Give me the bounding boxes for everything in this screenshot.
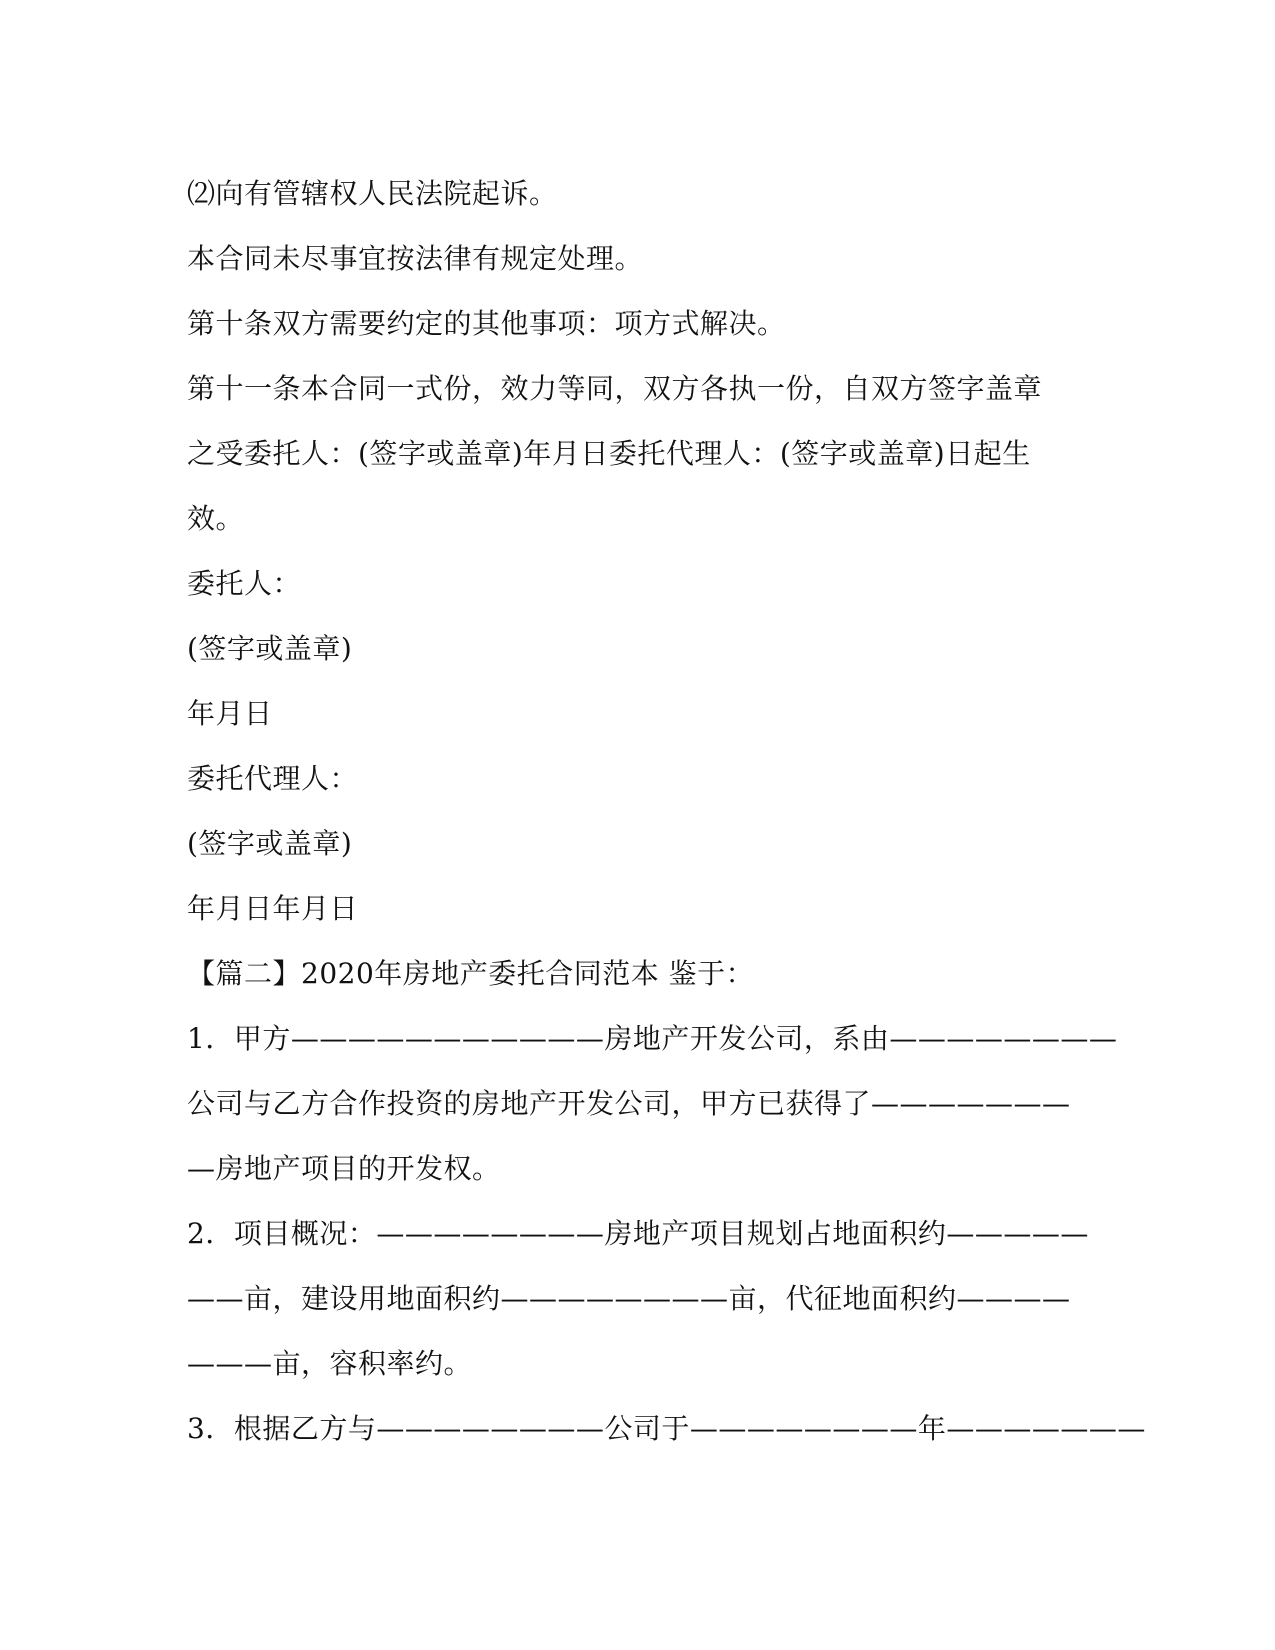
- text-line: (签字或盖章): [187, 827, 353, 860]
- section-heading: 【篇二】2020年房地产委托合同范本 鉴于：: [187, 957, 755, 990]
- text-line: ——亩，建设用地面积约————————亩，代征地面积约————: [187, 1282, 1071, 1315]
- text-line: ———亩，容积率约。: [187, 1347, 473, 1380]
- text-line: 本合同未尽事宜按法律有规定处理。: [187, 242, 644, 275]
- text-line: 公司与乙方合作投资的房地产开发公司，甲方已获得了———————: [187, 1087, 1071, 1120]
- text-line: 3．根据乙方与————————公司于————————年———————: [187, 1412, 1146, 1445]
- text-line: 委托代理人：: [187, 762, 359, 795]
- text-line: ⑵向有管辖权人民法院起诉。: [187, 177, 558, 210]
- text-line: 年月日: [187, 697, 273, 730]
- text-line: 委托人：: [187, 567, 302, 600]
- text-line: 之受委托人：(签字或盖章)年月日委托代理人：(签字或盖章)日起生: [187, 437, 1031, 470]
- text-line: 第十条双方需要约定的其他事项：项方式解决。: [187, 307, 786, 340]
- text-line: 效。: [187, 502, 245, 535]
- text-line: (签字或盖章): [187, 632, 353, 665]
- text-line: —房地产项目的开发权。: [187, 1152, 501, 1185]
- text-line: 1．甲方———————————房地产开发公司，系由————————: [187, 1022, 1118, 1055]
- text-line: 2．项目概况：————————房地产项目规划占地面积约—————: [187, 1217, 1089, 1250]
- text-line: 年月日年月日: [187, 892, 359, 925]
- document-body: [187, 161, 1146, 1461]
- text-line: 第十一条本合同一式份，效力等同，双方各执一份，自双方签字盖章: [187, 372, 1043, 405]
